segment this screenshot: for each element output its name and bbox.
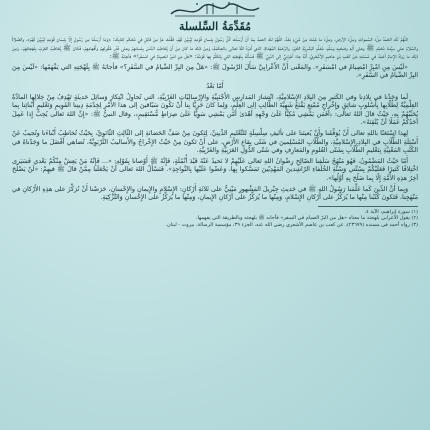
basmala-calligraphy-icon	[167, 0, 263, 20]
footnote-3: (٣) رواه أحمد في مسنده (٢٣٦٧٩)، عن كعب بن عاصم الأشعري رضي الله عنه، الجزء ٣٩، مؤسسة الرسالة، بيروت - لبنان.	[165, 221, 418, 228]
paragraph-3: لَما وَجَدْنا في بِلادِنا وفي الكَثيرِ مِنَ البِلادِ الإِسْلامِيَّةِ، انْتِشارَ المَدارِسِ الأَجْنَبِيَّةِ والإِرْسالِيّاتِ الغَرْبِيَّةِ، التي تُحاوِلُ ابْتِكارَ وَسائِلَ حَديثَةٍ تَهْدِفُ مِنْ خِلالِها المادَّةُ العِلْمِيَّةُ لِطُلّابِها بِأُسْلوبٍ شائِقٍ وإِخْراجٍ مُمْتِعٍ يَقْنَعُ شَهِيَّةَ الطّالِبِ إلى العِلْمِ، وَلِما كانَ حَرِيًّا بِنا أَنْ نَكُونَ سَبّاقينَ إلى هذا الأَمْرِ لِخِدْمَةِ دِينِنا القَوِيمِ وَتَعْليمِ أَبْنائِنا بِما يُحَبِّبُهُمْ بِهِ، حَيْثُ قالَ اللهُ تَعالى: ﴿أَفَمَن يَمْشِي مُكِبًّا عَلَىٰ وَجْهِهِ أَهْدَىٰ أَمَّن يَمْشِي سَوِيًّا عَلَىٰ صِرَاطٍ مُّسْتَقِيمٍ﴾، وقال النبيُّ ﷺ: «إِنَّ اللهَ تَعالى يُحِبُّ إِذا عَمِلَ أَحَدُكُمْ عَمَلًا أَنْ يُتْقِنَهُ».	[12, 93, 418, 127]
section-transition: أَمّا بَعْدُ	[206, 82, 224, 90]
footnote-divider	[318, 206, 418, 207]
paragraph-1: اللَّهُمَّ لَكَ الحَمْدُ مِلْءَ السَّمواتِ ومِلْءَ الأرضِ، ومِلْءَ ما شِئْتَ مِنْ شَيْءٍ بَعْدُ، اللَّهُمَّ لكَ الحمدُ بِمَا أَنْ أَرْسَلْتَ كُلَّ رَسُولٍ بِلِسانِ قَوْمِهِ لِيُبَيِّنَ لَهُمْ، فَقُلْتَ عَزَّ مِنْ قائِلٍ في مُحْكَمِ كِتابِكَ: ﴿وَمَا أَرْسَلْنَا مِن رَّسُولٍ إِلَّا بِلِسَانِ قَوْمِهِ لِيُبَيِّنَ لَهُمْ﴾، والصَّلاةُ والسَّلامُ على سيِّدنا مُحَمَّدٍ ﷺ وعلى آلِهِ وصَحْبِهِ وسَلَّمَ، مُعَلِّمِ البَشَرِيَّةِ الخَيْرَ، والرَّحْمَةِ المُهْداةِ، الذي أَمَرَهُ اللهُ تعالى بالحِكْمَةِ، وَمِنْ ذلِكَ ما كانَ مِنْ أَنْ يُخاطِبَ النّاسَ بِلِسانِهِمْ وعلى قَدْرِ عُقُولِهِمْ وأَفْهامِهِمْ، فَكانَ ﷺ يُخاطِبُ العَرَبَ بِلَهَجاتِهِمْ. وَمِنْ ذلِكَ ما رَواهُ الإِمامُ أَحْمَدُ في مُسْنَدِهِ عَنْ كَعْبِ بْنِ عاصِمٍ الأَشْعَرِيِّ، أَنَّهُ جاءَ أَعْرابِيٌّ إلى النَّبِيِّ ﷺ فَسَأَلَهُ بِلَهْجَتِهِ التي يَتَكَلَّمُ بِها قَوْمُهُ: «هَلْ مِنِ امْبِرِّ امْصِيامُ في امْسَفَرِ؟» فأجابَهُ ﷺ:	[12, 36, 418, 61]
paragraph-5: أَمّا حَيْثُ المَضْمُونُ، فَهُوَ مَنْهَجُ سَلَفِنا الصّالِحِ رِضْوانُ اللهِ تَعالى عَلَيْهِمْ لا نَحيدُ عَنْهُ قَيْدَ أُنْمُلَةٍ، فَإِنَّهُ ﷺ أَوْصانا بِقَوْلِهِ: «... فَإِنَّهُ مَنْ يَعِشْ مِنْكُمْ بَعْدي فَسَيَرى اخْتِلافًا كَثيرًا فَعَلَيْكُمْ بِسُنَّتي وَسُنَّةِ الخُلَفاءِ الرّاشِدينَ المَهْدِيّينَ تَمَسَّكوا بِها، وَعَضّوا عَلَيْها بِالنَّواجِذِ». فَنَسْأَلُ اللهَ تَعالى أَنْ يَجْعَلَنا مِمَّنْ قالَ ﷺ فيهِمْ: «لَنْ يَصْلُحَ آخِرُ هذِهِ الأُمَّةِ إِلّا بِما صَلُحَ بِهِ أَوَّلُها».	[12, 157, 418, 182]
footnote-1: (١) سورة إبراهيم: الآية ٤.	[364, 208, 418, 215]
paragraph-2: «لَيْسَ مِنِ امْبِرِّ امْصِيامُ في امْسَفَرِ». والمَعْنى أَنَّ الأَعْرابِيَّ سَأَلَ الرَّسُولَ ﷺ: «هَلْ مِنَ البِرِّ الصِّيامُ في السَّفَرِ؟» فأجابَهُ ﷺ بِلَهْجَتِهِ التي يَفْهَمُها: «لَيْسَ مِنَ البِرِّ الصِّيامُ في السَّفَرِ».	[12, 63, 418, 80]
page-title: مُقَدِّمَةُ السِّلسلة	[178, 20, 252, 33]
paragraph-6: وَبِما أَنَّ الدِّينَ كَما عَلَّمَنا رَسُولُ اللهِ ﷺ في حَديثِ جِبْريلَ المَشْهورِ مَبْنِيٌّ على ثَلاثَةِ أَرْكانٍ: الإِسْلامِ والإِيمانِ والإِحْسانِ، حَرَصْنا أَنْ نُرَكِّزَ على هذِهِ الأَرْكانِ في مَنْهَجِنا، فَتَكونَ كُتُبُنا مِنْها ما يُرَكِّزُ على أَرْكانِ الإِسْلامِ، وَمِنْها ما يُرَكِّزُ على أَرْكانِ الإِيمانِ، وَمِنْها ما يُرَكِّزُ على الإِحْسانِ وَالتَّزْكِيَةِ.	[12, 185, 418, 202]
footnote-2: (٢) يقول الأعرابي بلهجته ما معناه «هل من البرّ الصيام في السفر» فأجابه ﷺ بلهجته وبالطريقة التي يفهمها.	[195, 215, 418, 222]
paragraph-4: لِهذا اسْتَعَنّا باللهِ تعالى أَنْ يُوَفِّقَنا وأَنْ يُعينَنا على تأليفِ سِلْسِلَةٍ للتَّعْليمِ الدِّينِيِّ، لِتَكونَ مِنْ صَفِّ الحَضانَةِ إلى الثّالِثِ الثّانَوِيِّ، بِحَيْثُ تُخاطِبُ أَبْناءَنا وتُجيبُ عَنْ أَسْئِلَةِ الطُّلّابِ في البِلادِ الإِسْلامِيَّةِ، والطُّلّابِ المُسْلِمينَ في شَتّى بِقاعِ الأَرْضِ، على أَنْ تَكونَ مِنْ حَيْثُ الإِخْراجُ والأَساليبُ التَّرْبَوِيَّةُ، تُضاهي أَفْضَلَ ما وَجَدْناهُ في الكُتُبِ المَعْنِيَّةِ بِتَعْليمِ الطُّلّابِ بِشَتّى العُلومِ والمَعارِفِ وفي شَتّى الدُّوَلِ العَرَبِيَّةِ والغَرْبِيَّةِ.	[12, 129, 418, 155]
